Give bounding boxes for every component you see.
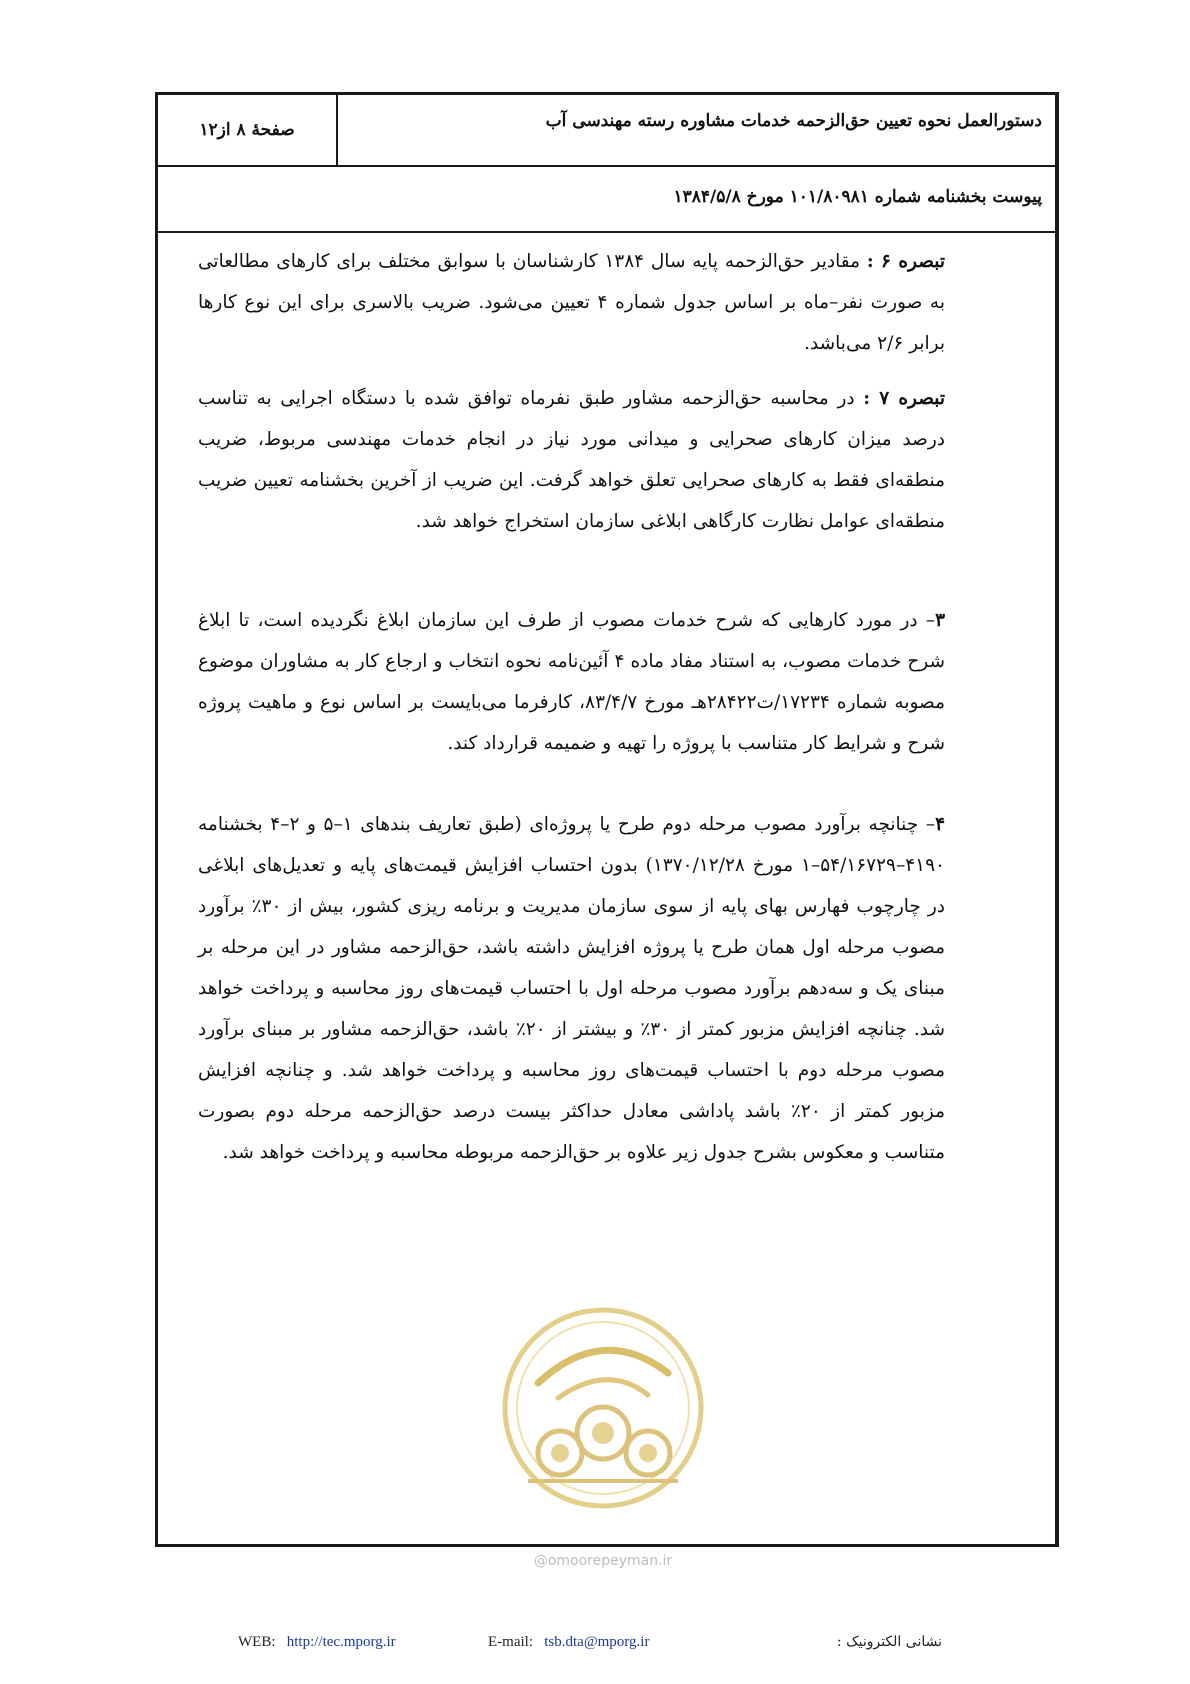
paragraph-number: ۴ (935, 814, 945, 835)
footer-email (488, 1634, 649, 1651)
paragraph-text: – چنانچه برآورد مصوب مرحله دوم طرح یا پروژه‌ای (طبق تعاریف بندهای ۱–۵ و ۲–۴ بخشنامه ۴۱۹۰–۵۴/۱۶۷۲۹–۱ مورخ ۱۳۷۰/۱۲/۲۸) بدون احتساب افزایش قیمت‌های پایه و تعدیل‌های ابلاغی در چارچوب فهارس بهای پایه از سوی سازمان مدیریت و برنامه ریزی کشور، بیش از ۳۰٪ برآورد مصوب مرحله اول همان طرح یا پروژه افزایش داشته باشد، حق‌الزحمه مشاور در این مرحله بر مبنای یک و سه‌دهم برآورد مصوب مرحله اول با احتساب قیمت‌های روز محاسبه و پرداخت خواهد شد. چنانچه افزایش مزبور کمتر از ۳۰٪ و بیشتر از ۲۰٪ باشد، حق‌الزحمه مشاور بر مبنای برآورد مصوب مرحله دوم با احتساب قیمت‌های روز محاسبه و پرداخت خواهد شد. و چنانچه افزایش مزبور کمتر از ۲۰٪ باشد پاداشی معادل حداکثر بیست درصد حق‌الزحمه مرحله دوم بصورت متناسب و معکوس بشرح جدول زیر علاوه بر حق‌الزحمه مربوطه محاسبه و پرداخت خواهد شد. (198, 814, 946, 1163)
email-label: E-mail: (488, 1634, 533, 1650)
attachment-subtitle: پیوست بخشنامه شماره ۱۰۱/۸۰۹۸۱ مورخ ۱۳۸۴/۵/۸ (158, 167, 1056, 233)
note-text: در محاسبه حق‌الزحمه مشاور طبق نفرماه توافق شده با دستگاه اجرایی به تناسب درصد میزان کارهای صحرایی و میدانی مورد نیاز در انجام خدمات مهندسی مربوط، ضریب منطقه‌ای فقط به کارهای صحرایی تعلق خواهد گرفت. این ضریب از آخرین بخشنامه تعیین ضریب منطقه‌ای عوامل نظارت کارگاهی ابلاغی سازمان استخراج خواهد شد. (198, 388, 945, 532)
note-label: تبصره ۷ : (863, 388, 945, 409)
paragraph-4 (198, 804, 945, 1173)
paragraph-text: – در مورد کارهایی که شرح خدمات مصوب از طرف این سازمان ابلاغ نگردیده است، تا ابلاغ شرح خدمات مصوب، به استناد مفاد ماده ۴ آئین‌نامه نحوه انتخاب و ارجاع کار به مشاوران موضوع مصوبه شماره ۱۷۲۳۴/ت۲۸۴۲۲هـ مورخ ۸۳/۴/۷، کارفرما می‌بایست بر اساس نوع و ماهیت پروژه شرح و شرایط کار متناسب با پروژه را تهیه و ضمیمه قرارداد کند. (198, 610, 945, 754)
page-number: صفحهٔ ۸ از۱۲ (158, 95, 338, 165)
note-7 (198, 378, 945, 542)
document-title: دستورالعمل نحوه تعیین حق‌الزحمه خدمات مشاوره رسته مهندسی آب (545, 111, 1042, 131)
paragraph-3 (198, 600, 945, 764)
paragraph-number: ۳ (935, 610, 945, 631)
email-link[interactable]: tsb.dta@mporg.ir (544, 1634, 650, 1650)
note-label: تبصره ۶ : (866, 251, 945, 272)
web-link[interactable]: http://tec.mporg.ir (286, 1634, 396, 1650)
web-label: WEB: (238, 1634, 276, 1650)
omoor-peyman-seal-logo (498, 1303, 708, 1513)
note-6 (198, 241, 945, 364)
footer-address-label: نشانی الکترونیک : (836, 1634, 942, 1650)
watermark-text: @omoorepeyman.ir (498, 1553, 708, 1569)
page-frame (155, 92, 1059, 1569)
footer-web (238, 1634, 396, 1651)
document-body (198, 241, 945, 1173)
note-text: مقادیر حق‌الزحمه پایه سال ۱۳۸۴ کارشناسان با سوابق مختلف برای کارهای مطالعاتی به صورت نفر–ماه بر اساس جدول شماره ۴ تعیین می‌شود. ضریب بالاسری برای این نوع کارها برابر ۲/۶ می‌باشد. (198, 251, 945, 354)
header-row (158, 95, 1056, 167)
